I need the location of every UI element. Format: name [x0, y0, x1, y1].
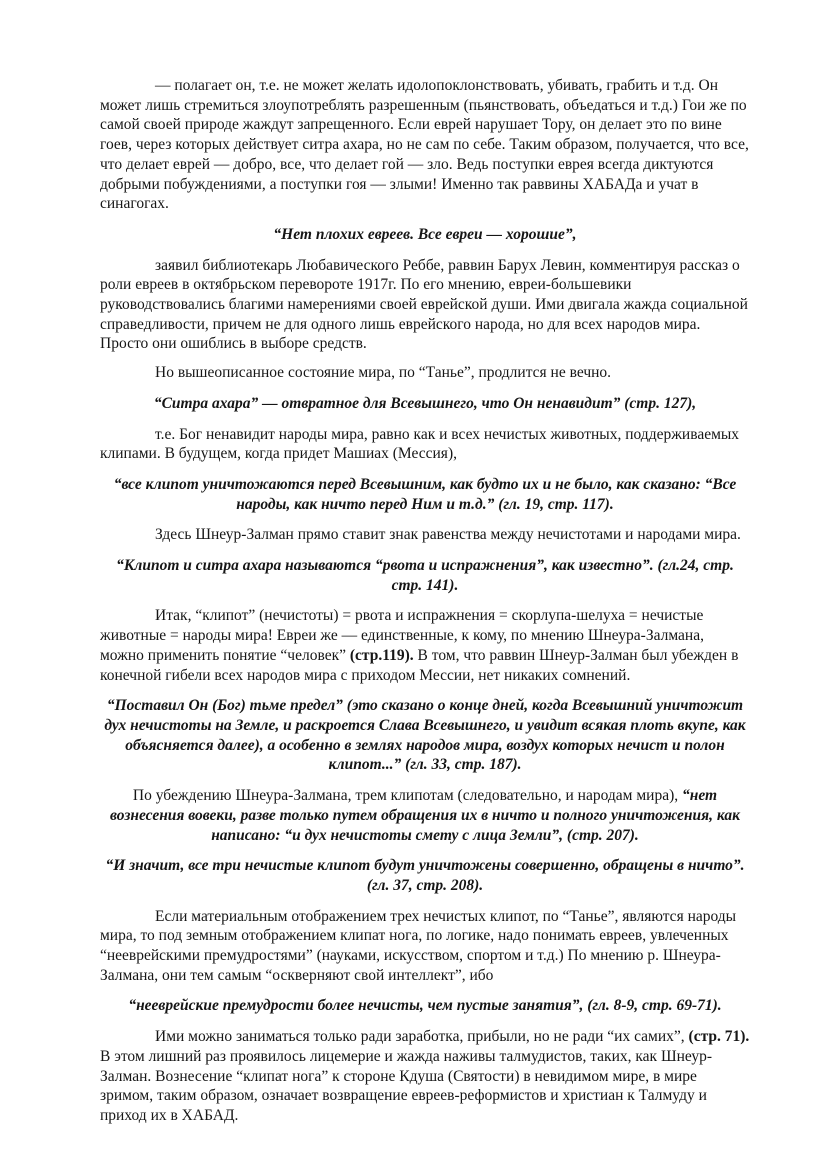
paragraph-itak-klipot: [100, 606, 750, 685]
text-segment: По убеждению Шнеура-Залмана, трем клипотам (следовательно, и народам мира),: [132, 787, 682, 805]
quote-sitra-ahara: “Ситра ахара” — отвратное для Всевышнего, что Он ненавидит” (стр. 127),: [153, 394, 697, 412]
paragraph-imi-mozhno: [100, 1027, 750, 1126]
paragraph-intro: — полагает он, т.е. не может желать идолопоклонствовать, убивать, грабить и т.д. Он может лишь стремиться злоупотреблять разрешенным (пьянствовать, объедаться и т.д.) Гои же по самой своей природе жаждут запрещенного. Если еврей нарушает Тору, он делает это по вине гоев, через которых действует ситра ахара, но не сам по себе. Таким образом, получается, что все, что делает еврей — добро, все, что делает гой — зло. Ведь поступки еврея всегда диктуются добрыми побуждениями, а поступки гоя — злыми! Именно так раввины ХАБАДа и учат в синагогах.: [100, 77, 749, 213]
paragraph-tanya-not-forever: Но вышеописанное состояние мира, по “Танье”, продлится не вечно.: [155, 364, 612, 382]
text-segment: В этом лишний раз проявилось лицемерие и жажда наживы талмудистов, таких, как Шнеур-Залман. Вознесение “клипат нога” к стороне Кдуша (Святости) в невидимом мире, в мире зримом, таким образом, означает возвращение евреев-реформистов и христиан к Талмуду и приход их в ХАБАД.: [100, 1047, 713, 1124]
quote-vomit-excrement: “Клипот и ситра ахара называются “рвота и испражнения”, как известно”. (гл.24, стр. стр. 141).: [116, 557, 734, 594]
document-content: [100, 76, 750, 1126]
paragraph-esli-materialnym: Если материальным отображением трех нечистых клипот, по “Танье”, являются народы мира, то под земным отображением клипат нога, по логике, надо понимать евреев, увлеченных “нееврейскими премудростями” (науками, искусством, спортом и т.д.) По мнению р. Шнеура-Залмана, они тем самым “оскверняют свой интеллект”, ибо: [100, 907, 737, 984]
text-segment: Итак, “клипот” (нечистоты) = рвота и испражнения = скорлупа-шелуха = нечистые животные = народы мира! Евреи же — единственные, к кому, по мнению Шнеура-Залмана, можно применить понятие “человек”: [100, 607, 704, 664]
page-reference-bold: (стр. 71).: [688, 1028, 750, 1046]
paragraph-po-ubezhdeniyu: [100, 786, 750, 845]
text-segment: Ими можно заниматься только ради заработка, прибыли, но не ради “их самих”,: [155, 1028, 689, 1046]
text-segment: В том, что раввин Шнеур-Залман был убежден в конечной гибели всех народов мира с приходом Мессии, нет никаких сомнений.: [100, 646, 739, 684]
quote-segment: “нет вознесения вовеки, разве только путем обращения их в ничто и полного уничтожения, как написано: “и дух нечистоты смету с лица Земли”, (стр. 207).: [110, 787, 740, 844]
paragraph-equality-sign: Здесь Шнеур-Залман прямо ставит знак равенства между нечистотами и народами мира.: [155, 526, 741, 544]
quote-darkness-limit: “Поставил Он (Бог) тьме предел” (это сказано о конце дней, когда Всевышний уничтожит дух нечистоты на Земле, и раскроется Слава Всевышнего, и увидит всякая плоть вкупе, как объясняется далее), а особенно в землях народов мира, воздух которых нечист и полон клипот...” (гл. 33, стр. 187).: [104, 697, 746, 774]
quote-no-bad-jews: “Нет плохих евреев. Все евреи — хорошие”,: [273, 225, 577, 243]
page-reference-bold: (стр.119).: [349, 646, 414, 664]
paragraph-god-hates-nations: т.е. Бог ненавидит народы мира, равно как и всех нечистых животных, поддерживаемых клипами. В будущем, когда придет Машиах (Мессия),: [100, 425, 740, 463]
quote-three-klipot: “И значит, все три нечистые клипот будут уничтожены совершенно, обращены в ничто”. (гл. 37, стр. 208).: [105, 857, 745, 894]
paragraph-librarian-levin: заявил библиотекарь Любавического Реббе, раввин Барух Левин, комментируя рассказ о роли евреев в октябрьском перевороте 1917г. По его мнению, евреи-большевики руководствовались благими намерениями своей еврейской души. Ими двигала жажда социальной справедливости, причем не для одного лишь еврейского народа, но для всех народов мира. Просто они ошиблись в выборе средств.: [100, 256, 748, 353]
quote-non-jewish-wisdoms: “нееврейские премудрости более нечисты, чем пустые занятия”, (гл. 8-9, стр. 69-71).: [128, 997, 722, 1015]
quote-klipot-destroyed: “все клипот уничтожаются перед Всевышним, как будто их и не было, как сказано: “Все народы, как ничто перед Ним и т.д.” (гл. 19, стр. 117).: [113, 475, 737, 513]
